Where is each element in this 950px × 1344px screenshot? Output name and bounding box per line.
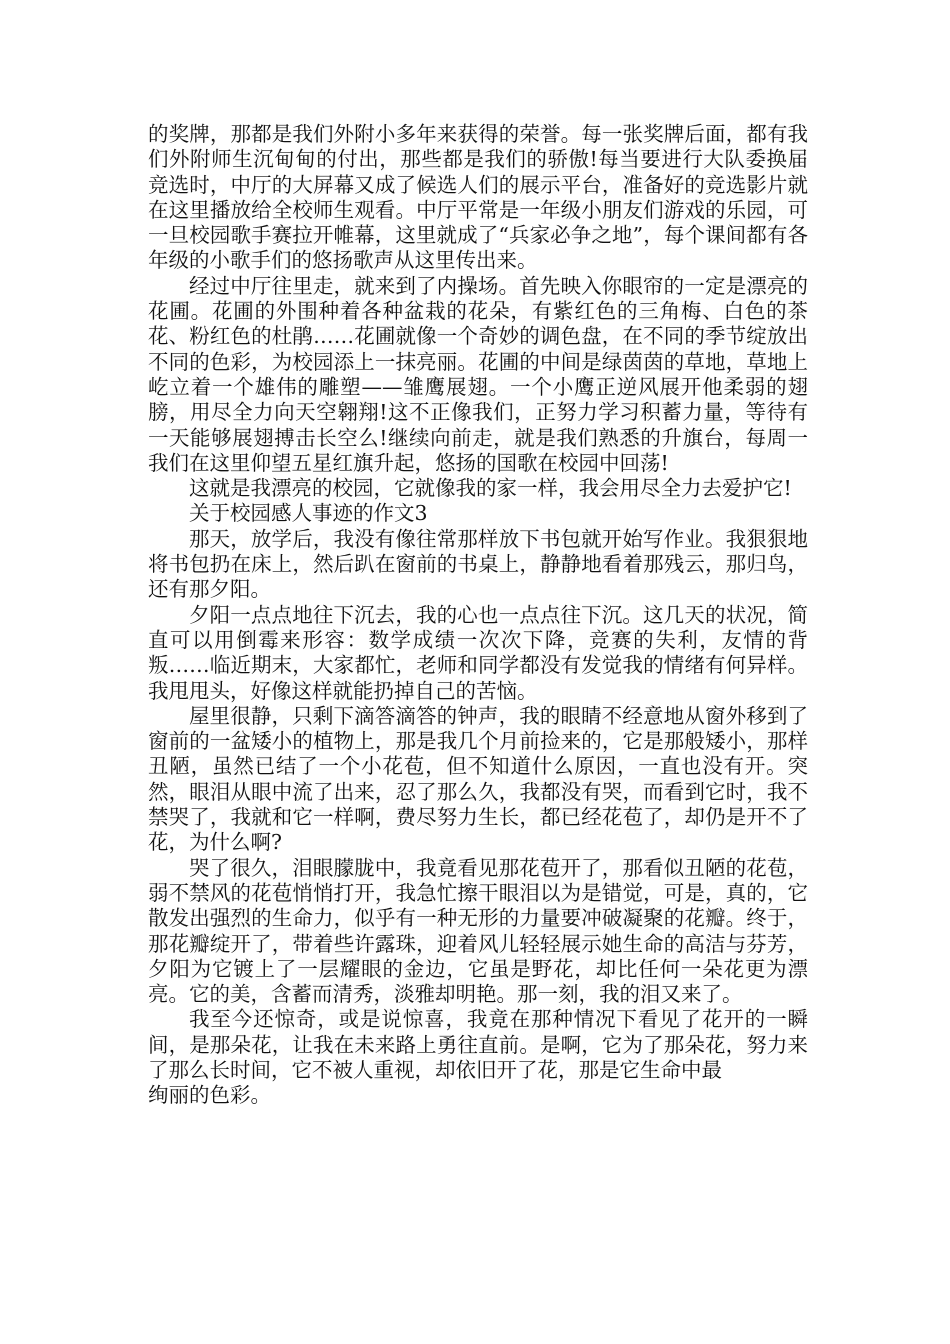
- paragraph-7: 哭了很久，泪眼朦胧中，我竟看见那花苞开了，那看似丑陋的花苞，弱不禁风的花苞悄悄打开，我急忙擦干眼泪以为是错觉，可是，真的，它散发出强烈的生命力，似乎有一种无形的力量要冲破凝聚的花瓣。终于，那花瓣绽开了，带着些许露珠，迎着风儿轻轻展示她生命的高洁与芬芳，夕阳为它镀上了一层耀眼的金边，它虽是野花，却比任何一朵花更为漂亮。它的美，含蓄而清秀，淡雅却明艳。那一刻，我的泪又来了。: [148, 855, 808, 1007]
- section-heading: 关于校园感人事迹的作文3: [189, 501, 428, 526]
- paragraph-5: 夕阳一点点地往下沉去，我的心也一点点往下沉。这几天的状况，简直可以用倒霉来形容：数学成绩一次次下降，竞赛的失利，友情的背叛……临近期末，大家都忙，老师和同学都没有发觉我的情绪有何异样。我甩甩头，好像这样就能扔掉自己的苦恼。: [148, 602, 808, 703]
- paragraph-8: 我至今还惊奇，或是说惊喜，我竟在那种情况下看见了花开的一瞬间，是那朵花，让我在未来路上勇往直前。是啊，它为了那朵花，努力来了那么长时间，它不被人重视，却依旧开了花，那是它生命中最: [148, 1007, 808, 1082]
- paragraph-tail: 绚丽的色彩。: [148, 1083, 271, 1108]
- paragraph-3: 这就是我漂亮的校园，它就像我的家一样，我会用尽全力去爱护它!: [189, 476, 792, 501]
- paragraph-6: 屋里很静，只剩下滴答滴答的钟声，我的眼睛不经意地从窗外移到了窗前的一盆矮小的植物上，那是我几个月前捡来的，它是那般矮小，那样丑陋，虽然已结了一个小花苞，但不知道什么原因，一直也没有开。突然，眼泪从眼中流了出来，忍了那么久，我都没有哭，而看到它时，我不禁哭了，我就和它一样啊，费尽努力生长，都已经花苞了，却仍是开不了花，为什么啊?: [148, 703, 808, 855]
- document-body: [148, 122, 808, 1109]
- paragraph-2: 经过中厅往里走，就来到了内操场。首先映入你眼帘的一定是漂亮的花圃。花圃的外围种着各种盆栽的花朵，有紫红色的三角梅、白色的茶花、粉红色的杜鹃……花圃就像一个奇妙的调色盘，在不同的季节绽放出不同的色彩，为校园添上一抹亮丽。花圃的中间是绿茵茵的草地，草地上屹立着一个雄伟的雕塑——雏鹰展翅。一个小鹰正逆风展开他柔弱的翅膀，用尽全力向天空翱翔!这不正像我们，正努力学习积蓄力量，等待有一天能够展翅搏击长空么!继续向前走，就是我们熟悉的升旗台，每周一我们在这里仰望五星红旗升起，悠扬的国歌在校园中回荡!: [148, 273, 808, 475]
- paragraph-4: 那天，放学后，我没有像往常那样放下书包就开始写作业。我狠狠地将书包扔在床上，然后趴在窗前的书桌上，静静地看着那残云，那归鸟，还有那夕阳。: [148, 526, 808, 602]
- paragraph-1: 的奖牌，那都是我们外附小多年来获得的荣誉。每一张奖牌后面，都有我们外附师生沉甸甸的付出，那些都是我们的骄傲!每当要进行大队委换届竞选时，中厅的大屏幕又成了候选人们的展示平台，准备好的竞选影片就在这里播放给全校师生观看。中厅平常是一年级小朋友们游戏的乐园，可一旦校园歌手赛拉开帷幕，这里就成了“兵家必争之地”，每个课间都有各年级的小歌手们的悠扬歌声从这里传出来。: [148, 122, 808, 273]
